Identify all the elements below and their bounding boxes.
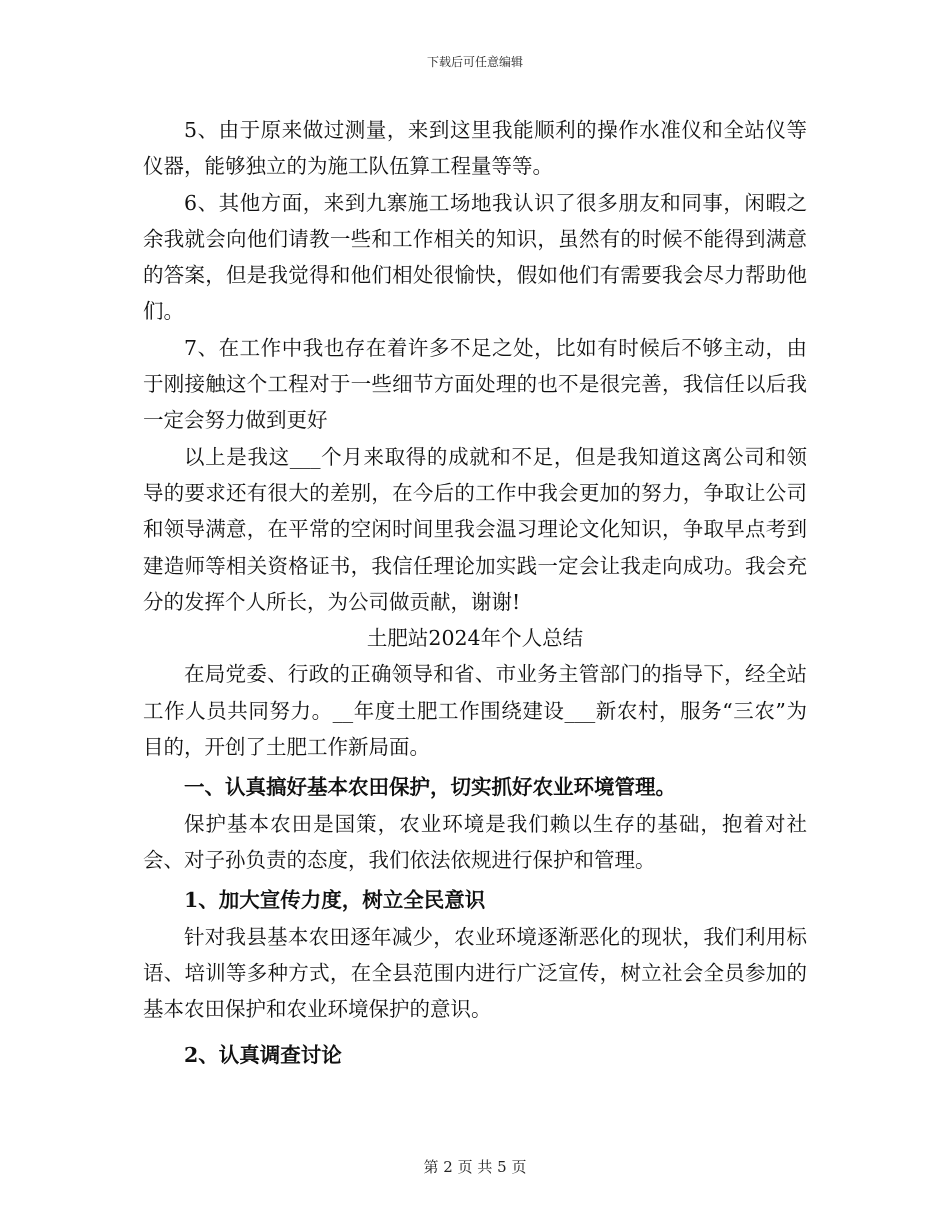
paragraph-item-7: 7、在工作中我也存在着许多不足之处，比如有时候后不够主动，由于刚接触这个工程对于一些细节方面处理的也不是很完善，我信任以后我一定会努力做到更好 [143, 335, 807, 433]
paragraph-summary: 以上是我这___个月来取得的成就和不足，但是我知道这离公司和领导的要求还有很大的差别，在今后的工作中我会更加的努力，争取让公司和领导满意，在平常的空闲时间里我会温习理论文化知识，争取早点考到建造师等相关资格证书，我信任理论加实践一定会让我走向成功。我会充分的发挥个人所长，为公司做贡献，谢谢! [143, 444, 807, 614]
page-footer: 第 2 页 共 5 页 [423, 1158, 527, 1176]
document-body [143, 112, 807, 1074]
paragraph-heading-1-1: 针对我县基本农田逐年减少，农业环境逐渐恶化的现状，我们利用标语、培训等多种方式，在全县范围内进行广泛宣传，树立社会全员参加的基本农田保护和农业环境保护的意识。 [143, 924, 807, 1022]
paragraph-heading-1: 保护基本农田是国策，农业环境是我们赖以生存的基础，抱着对社会、对子孙负责的态度，我们依法依规进行保护和管理。 [143, 811, 807, 872]
heading-1: 一、认真搞好基本农田保护，切实抓好农业环境管理。 [184, 775, 676, 800]
section-intro: 在局党委、行政的正确领导和省、市业务主管部门的指导下，经全站工作人员共同努力。__年度土肥工作围绕建设___新农村，服务“三农”为目的，开创了土肥工作新局面。 [143, 662, 807, 760]
heading-1-1: 1、加大宣传力度，树立全民意识 [184, 888, 486, 913]
section-title: 土肥站2024年个人总结 [366, 626, 584, 651]
heading-1-2: 2、认真调查讨论 [184, 1043, 342, 1068]
paragraph-item-6: 6、其他方面，来到九寨施工场地我认识了很多朋友和同事，闲暇之余我就会向他们请教一些和工作相关的知识，虽然有的时候不能得到满意的答案，但是我觉得和他们相处很愉快，假如他们有需要我会尽力帮助他们。 [143, 190, 807, 324]
page-header: 下载后可任意编辑 [426, 55, 523, 69]
paragraph-item-5: 5、由于原来做过测量，来到这里我能顺利的操作水准仪和全站仪等仪器，能够独立的为施工队伍算工程量等等。 [143, 118, 807, 179]
